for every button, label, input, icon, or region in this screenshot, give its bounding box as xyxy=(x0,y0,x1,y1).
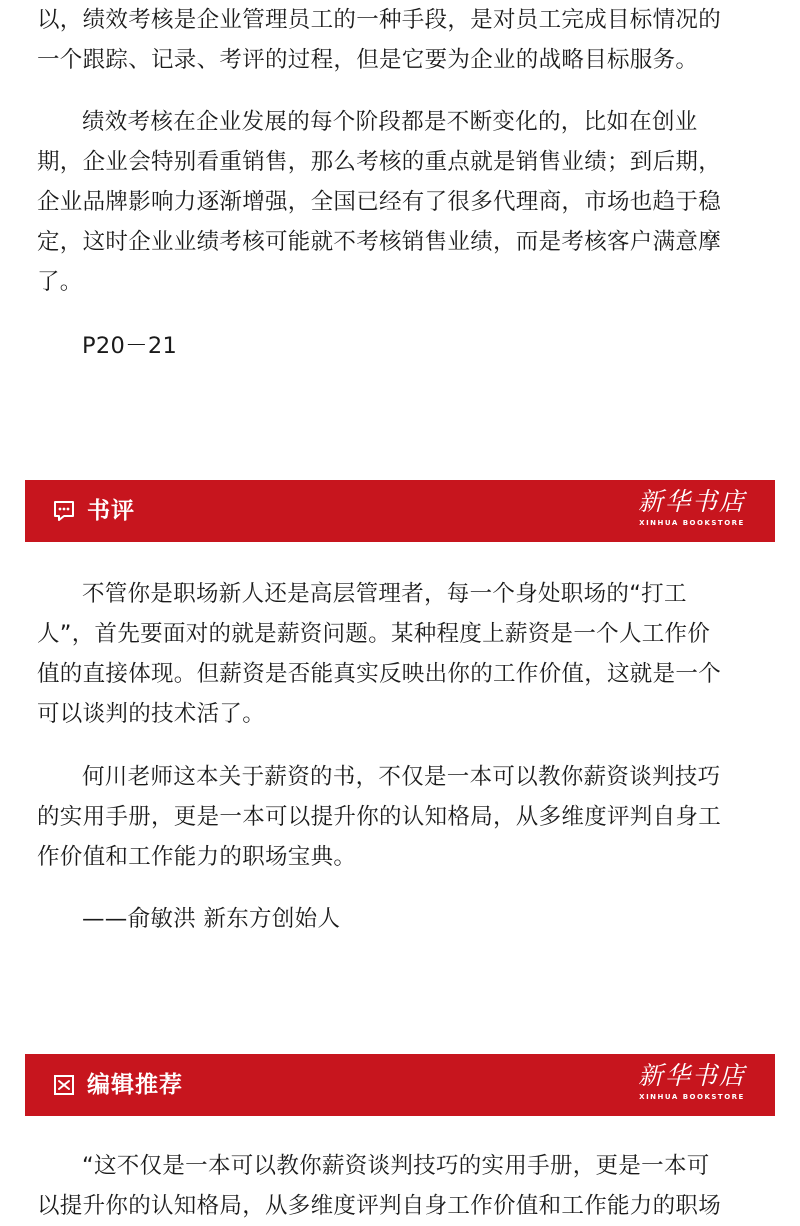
text-line: 期，企业会特别看重销售，那么考核的重点就是销售业绩；到后期， xyxy=(37,149,722,175)
section-title: 书评 xyxy=(87,498,135,524)
text-line: 以，绩效考核是企业管理员工的一种手段，是对员工完成目标情况的 xyxy=(37,7,722,33)
text-line: 定，这时企业业绩考核可能就不考核销售业绩，而是考核客户满意摩 xyxy=(37,229,722,255)
paragraph-editor-1 xyxy=(37,1146,757,1226)
logo-chinese: 新华书店 xyxy=(637,1061,746,1090)
comment-icon xyxy=(52,499,76,523)
paragraph-performance-2 xyxy=(37,102,757,302)
text-line: 不管你是职场新人还是高层管理者，每一个身处职场的“打工 xyxy=(82,581,687,607)
text-line: 一个跟踪、记录、考评的过程，但是它要为企业的战略目标服务。 xyxy=(37,47,699,73)
section-banner-editor xyxy=(25,1054,775,1116)
page-reference: P20－21 xyxy=(82,333,178,359)
text-line: 以提升你的认知格局，从多维度评判自身工作价值和工作能力的职场 xyxy=(37,1193,722,1219)
text-line: 可以谈判的技术活了。 xyxy=(37,701,266,727)
logo-english: XINHUA BOOKSTORE xyxy=(639,1093,745,1101)
text-line: 作价值和工作能力的职场宝典。 xyxy=(37,844,357,870)
logo-chinese: 新华书店 xyxy=(637,487,746,516)
text-line: 值的直接体现。但薪资是否能真实反映出你的工作价值，这就是一个 xyxy=(37,661,722,687)
text-line: 的实用手册，更是一本可以提升你的认知格局，从多维度评判自身工 xyxy=(37,804,722,830)
text-line: 企业品牌影响力逐渐增强，全国已经有了很多代理商，市场也趋于稳 xyxy=(37,189,722,215)
logo-english: XINHUA BOOKSTORE xyxy=(639,519,745,527)
section-banner-review xyxy=(25,480,775,542)
text-line: “这不仅是一本可以教你薪资谈判技巧的实用手册，更是一本可 xyxy=(82,1153,710,1179)
text-line: 了。 xyxy=(37,269,83,295)
paragraph-review-1 xyxy=(37,574,757,734)
paragraph-performance-1 xyxy=(37,0,757,80)
section-title: 编辑推荐 xyxy=(87,1072,183,1098)
xinhua-bookstore-logo xyxy=(637,486,747,536)
text-line: 何川老师这本关于薪资的书，不仅是一本可以教你薪资谈判技巧 xyxy=(82,764,721,790)
xinhua-bookstore-logo xyxy=(637,1060,747,1110)
paragraph-review-2 xyxy=(37,757,757,877)
recommend-icon xyxy=(52,1073,76,1097)
text-line: 绩效考核在企业发展的每个阶段都是不断变化的，比如在创业 xyxy=(82,109,698,135)
review-attribution: ——俞敏洪 新东方创始人 xyxy=(82,906,341,932)
text-line: 人”，首先要面对的就是薪资问题。某种程度上薪资是一个人工作价 xyxy=(37,621,711,647)
